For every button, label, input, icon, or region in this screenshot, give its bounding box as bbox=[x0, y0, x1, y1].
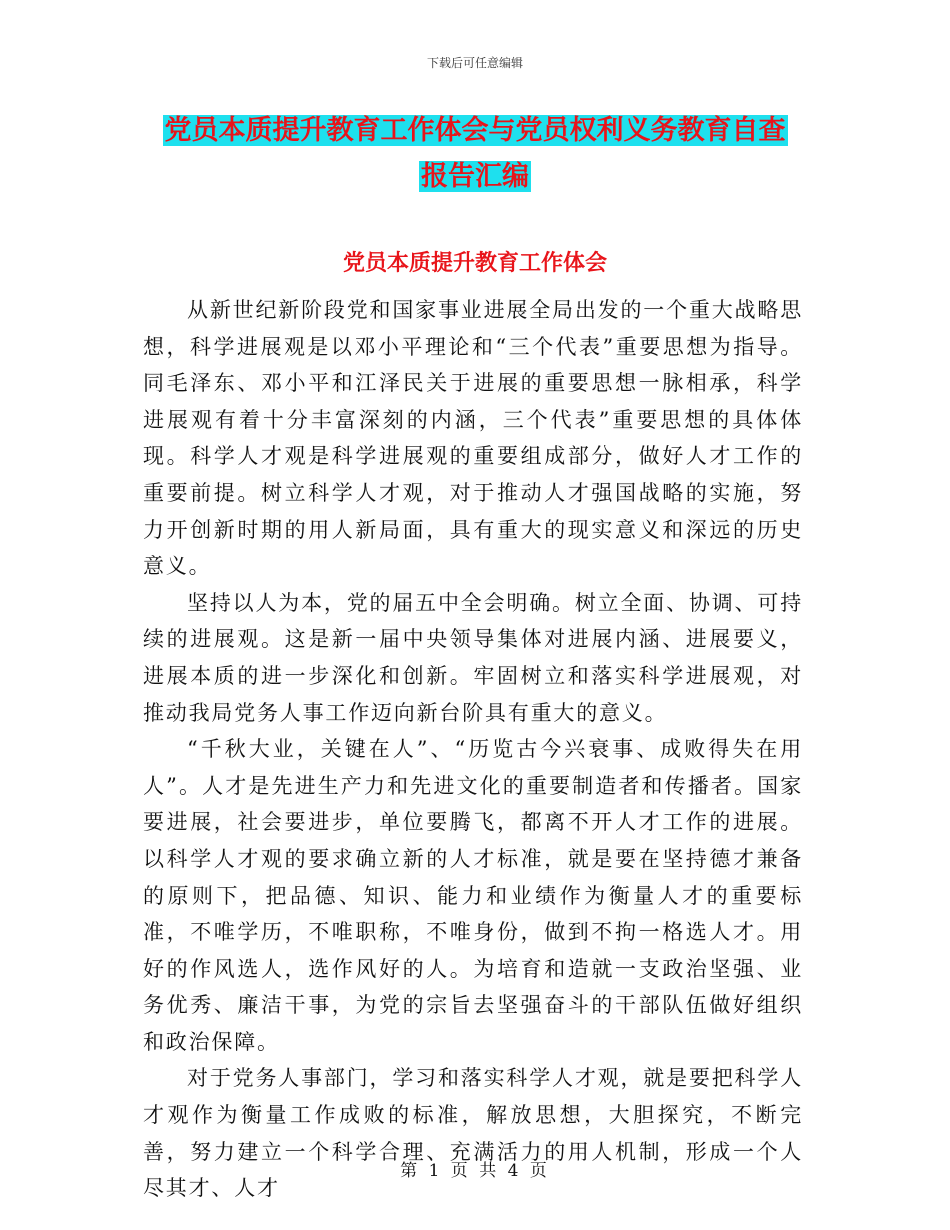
document-title-line-1: 党员本质提升教育工作体会与党员权利义务教育自查 bbox=[164, 115, 786, 146]
body-text bbox=[143, 292, 803, 1207]
document-title bbox=[0, 108, 950, 200]
paragraph: 对于党务人事部门，学习和落实科学人才观，就是要把科学人才观作为衡量工作成败的标准，解放思想，大胆探究，不断完善，努力建立一个科学合理、充满活力的用人机制，形成一个人尽其才、人才 bbox=[143, 1066, 803, 1201]
page-number: 第 1 页 共 4 页 bbox=[400, 1161, 550, 1181]
paragraph: 坚持以人为本，党的届五中全会明确。树立全面、协调、可持续的进展观。这是新一届中央领导集体对进展内涵、进展要义，进展本质的进一步深化和创新。牢固树立和落实科学进展观，对推动我局党务人事工作迈向新台阶具有重大的意义。 bbox=[143, 590, 803, 725]
section-title: 党员本质提升教育工作体会 bbox=[342, 251, 607, 276]
paragraph: 从新世纪新阶段党和国家事业进展全局出发的一个重大战略思想，科学进展观是以邓小平理论和“三个代表”重要思想为指导。同毛泽东、邓小平和江泽民关于进展的重要思想一脉相承，科学进展观有着十分丰富深刻的内涵，三个代表”重要思想的具体体现。科学人才观是科学进展观的重要组成部分，做好人才工作的重要前提。树立科学人才观，对于推动人才强国战略的实施，努力开创新时期的用人新局面，具有重大的现实意义和深远的历史意义。 bbox=[143, 298, 803, 579]
document-title-line-2: 报告汇编 bbox=[421, 161, 529, 192]
page-header-note: 下载后可任意编辑 bbox=[426, 56, 523, 70]
paragraph: “千秋大业，关键在人”、“历览古今兴衰事、成败得失在用人”。人才是先进生产力和先进文化的重要制造者和传播者。国家要进展，社会要进步，单位要腾飞，都离不开人才工作的进展。以科学人才观的要求确立新的人才标准，就是要在坚持德才兼备的原则下，把品德、知识、能力和业绩作为衡量人才的重要标准，不唯学历，不唯职称，不唯身份，做到不拘一格选人才。用好的作风选人，选作风好的人。为培育和造就一支政治坚强、业务优秀、廉洁干事，为党的宗旨去坚强奋斗的干部队伍做好组织和政治保障。 bbox=[143, 737, 803, 1054]
